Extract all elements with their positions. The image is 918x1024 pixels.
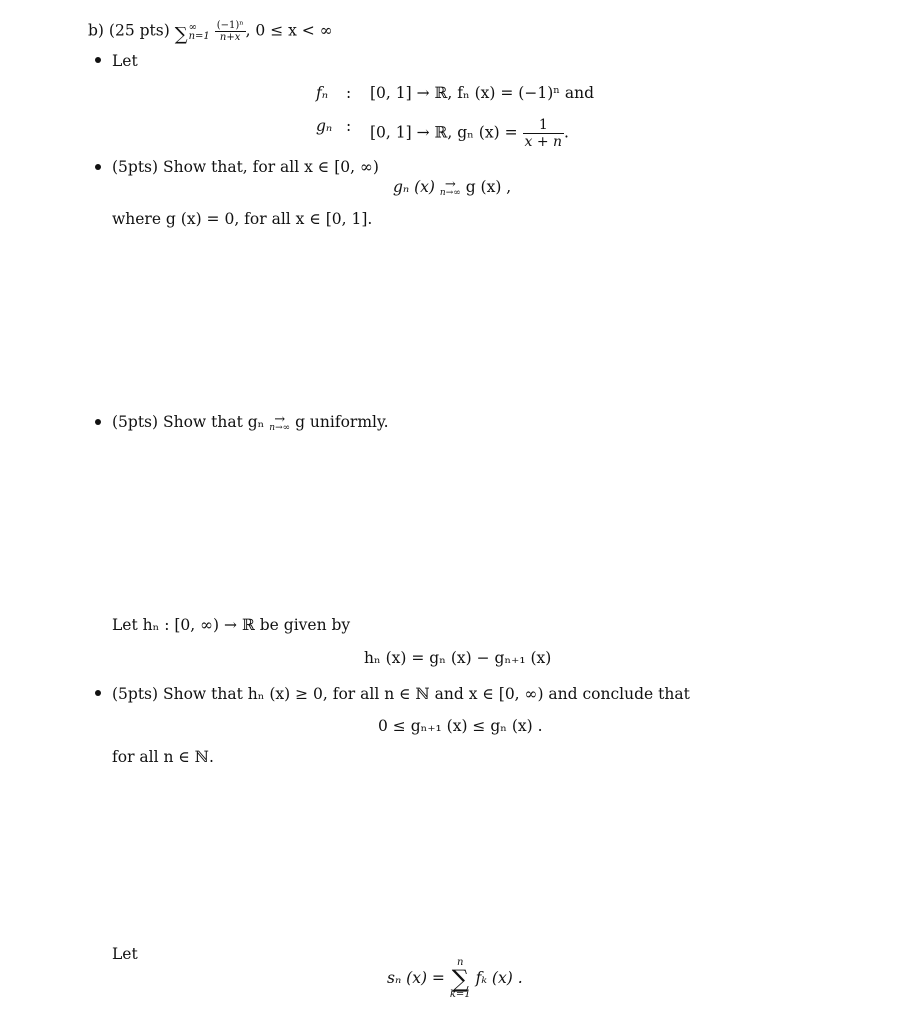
problem-label: b) bbox=[88, 21, 104, 40]
s-let: Let bbox=[112, 945, 138, 963]
g-map: [0, 1] → ℝ, gₙ (x) = $\frac{1}{x + n}$ . bbox=[370, 117, 569, 150]
part1-where: where g (x) = 0, for all x ∈ [0, 1]. bbox=[112, 210, 373, 228]
series-domain: , 0 ≤ x < ∞ bbox=[245, 21, 333, 40]
bullet bbox=[95, 690, 101, 696]
f-colon: : bbox=[346, 84, 352, 102]
part1-text: (5pts) Show that, for all x ∈ [0, ∞) bbox=[112, 158, 379, 176]
part1-equation: gₙ (x) → n→∞ g (x) , bbox=[393, 177, 512, 198]
part3-text: (5pts) Show that hₙ (x) ≥ 0, for all n ∈ ℕ and x ∈ [0, ∞) and conclude that bbox=[112, 685, 690, 703]
f-map: [0, 1] → ℝ, fₙ (x) = (−1)ⁿ and bbox=[370, 84, 595, 102]
part3-for-all: for all n ∈ ℕ. bbox=[112, 748, 214, 766]
part3-equation: 0 ≤ gₙ₊₁ (x) ≤ gₙ (x) . bbox=[378, 717, 543, 735]
bullet bbox=[95, 57, 101, 63]
f-name: fₙ bbox=[316, 84, 329, 102]
bullet bbox=[95, 419, 101, 425]
bullet bbox=[95, 164, 101, 170]
s-equation: sₙ (x) = n ∑ k=1 fₖ (x) . bbox=[387, 957, 523, 1000]
series-lower: n=1 bbox=[188, 30, 210, 42]
g-name: gₙ bbox=[316, 117, 333, 135]
series-fraction: $\frac{\text{(−1)ⁿ}}{n+x}$ bbox=[216, 20, 244, 43]
series-upper: ∞ bbox=[188, 21, 197, 33]
problem-header bbox=[88, 20, 333, 44]
h-definition-text: Let hₙ : [0, ∞) → ℝ be given by bbox=[112, 616, 351, 634]
h-equation: hₙ (x) = gₙ (x) − gₙ₊₁ (x) bbox=[364, 649, 552, 667]
let-text: Let bbox=[112, 52, 138, 70]
series-sigma: ∑ bbox=[174, 23, 188, 45]
part2-text: (5pts) Show that gₙ → n→∞ g uniformly. bbox=[112, 412, 389, 433]
problem-points: (25 pts) bbox=[108, 21, 170, 40]
g-colon: : bbox=[346, 117, 352, 135]
g-fraction: $\frac{1}{x + n}$ bbox=[524, 117, 563, 150]
